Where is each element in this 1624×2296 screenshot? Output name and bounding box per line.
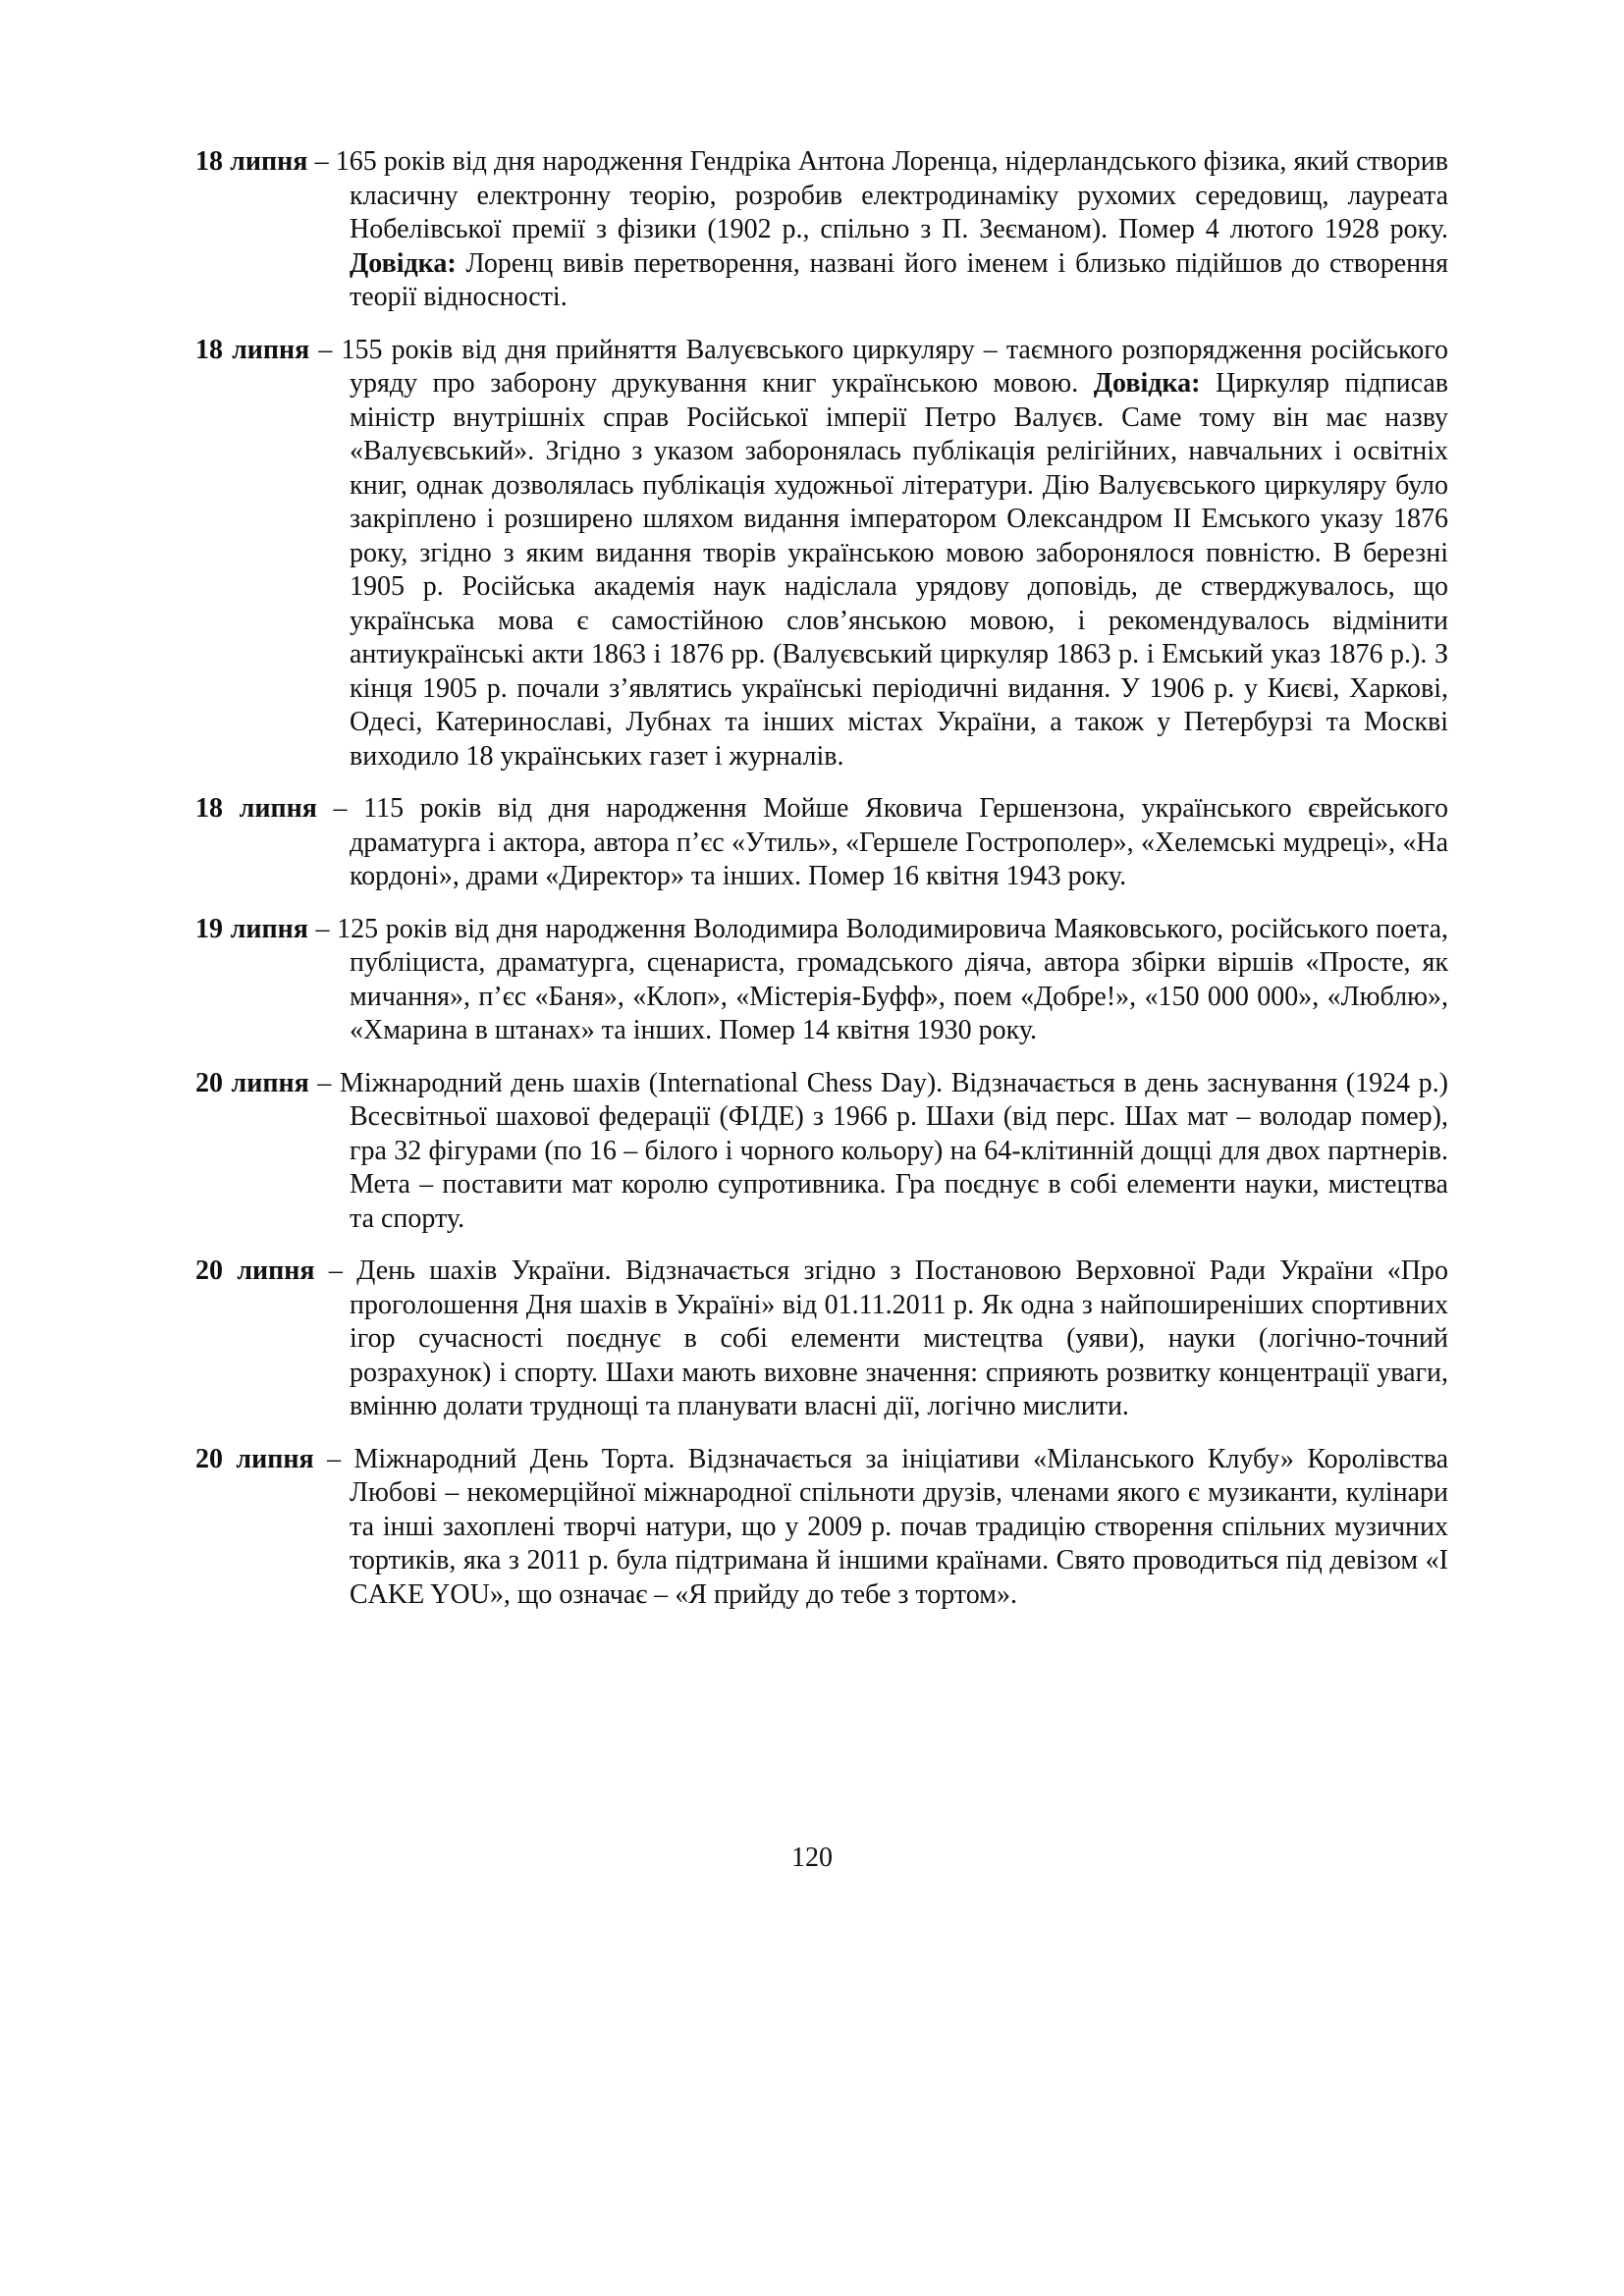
calendar-entry xyxy=(195,913,1448,1048)
entry-text: Міжнародний день шахів (International Chess Day). Відзначається в день заснування (1924 р.) Всесвітньої шахової федерації (ФІДЕ) з 1966 р. Шахи (від перс. Шах мат – володар помер), гра 32 фігурами (по 16 – білого і чорного кольору) на 64-клітинній дощці для двох партнерів. Мета – поставити мат королю супротивника. Гра поєднує в собі елементи науки, мистецтва та спорту. xyxy=(339,1067,1449,1234)
document-page xyxy=(195,145,1448,1630)
entry-text: 155 років від дня прийняття Валуєвського циркуляру – таємного розпорядження російського уряду про заборону друкування книг українською мовою. xyxy=(341,334,1448,399)
entry-date: 19 липня xyxy=(195,913,308,944)
calendar-entry xyxy=(195,145,1448,315)
entry-text: Міжнародний День Торта. Відзначається за ініціативи «Міланського Клубу» Королівства Любові – некомерційної міжнародної спільноти друзів, членами якого є музиканти, кулінари та інші захоплені творчі натури, що у 2009 р. почав традицію створення спільних музичних тортиків, яка з 2011 р. була підтримана й іншими країнами. Свято проводиться під девізом «I CAKE YOU», що означає – «Я прийду до тебе з тортом». xyxy=(350,1443,1449,1610)
entry-date: 20 липня xyxy=(195,1255,315,1286)
calendar-entry xyxy=(195,1067,1448,1237)
entry-date: 20 липня xyxy=(195,1067,309,1098)
page-number: 120 xyxy=(791,1842,833,1873)
entry-date: 18 липня xyxy=(195,146,308,177)
entry-date: 18 липня xyxy=(195,334,310,365)
entry-dash: – xyxy=(307,146,336,177)
entry-dash: – xyxy=(316,793,364,824)
entry-dash: – xyxy=(309,334,342,365)
calendar-entry xyxy=(195,334,1448,774)
calendar-entry xyxy=(195,1443,1448,1613)
entry-dash: – xyxy=(308,1067,340,1098)
entry-text: 125 років від дня народження Володимира Володимировича Маяковського, російського поета, публіциста, драматурга, сценариста, громадського діяча, автора збірки віршів «Просте, як мичання», п’єс «Баня», «Клоп», «Містерія-Буфф», поем «Добре!», «150 000 000», «Люблю», «Хмарина в штанах» та інших. Помер 14 квітня 1930 року. xyxy=(337,913,1448,1045)
note-text: Лоренц вивів перетворення, названі його іменем і близько підійшов до створення теорії відносності. xyxy=(350,247,1449,312)
entry-dash: – xyxy=(313,1443,354,1474)
entry-date: 18 липня xyxy=(195,793,317,824)
entry-dash: – xyxy=(314,1255,357,1286)
entry-text: День шахів України. Відзначається згідно з Постановою Верховної Ради України «Про проголошення Дня шахів в Україні» від 01.11.2011 р. Як одна з найпоширеніших спортивних ігор сучасності поєднує в собі елементи мистецтва (уяви), науки (логічно-точний розрахунок) і спорту. Шахи мають виховне значення: сприяють розвитку концентрації уваги, вмінню долати труднощі та планувати власні дії, логічно мислити. xyxy=(350,1255,1448,1421)
entry-text: 115 років від дня народження Мойше Яковича Гершензона, українського єврейського драматурга і актора, автора п’єс «Утиль», «Гершеле Гострополер», «Хелемські мудреці», «На кордоні», драми «Директор» та інших. Помер 16 квітня 1943 року. xyxy=(350,793,1448,891)
entry-dash: – xyxy=(307,913,338,944)
calendar-entry xyxy=(195,792,1448,894)
calendar-entry xyxy=(195,1255,1448,1424)
entry-text: 165 років від дня народження Гендріка Антона Лоренца, нідерландського фізика, який створив класичну електронну теорію, розробив електродинаміку рухомих середовищ, лауреата Нобелівської премії з фізики (1902 р., спільно з П. Зеєманом). Помер 4 лютого 1928 року. xyxy=(335,146,1448,244)
note-label: Довідка: xyxy=(1093,368,1201,399)
note-text: Циркуляр підписав міністр внутрішніх справ Російської імперії Петро Валуєв. Саме тому він має назву «Валуєвський». Згідно з указом заборонялась публікація релігійних, навчальних і освітніх книг, однак дозволялась публікація художньої літератури. Дію Валуєвського циркуляру було закріплено і розширено шляхом видання імператором Олександром II Емського указу 1876 року, згідно з яким видання творів українською мовою заборонялося повністю. В березні 1905 р. Російська академія наук надіслала урядову доповідь, де стверджувалось, що українська мова є самостійною слов’янською мовою, і рекомендувалось відмінити антиукраїнські акти 1863 і 1876 рр. (Валуєвський циркуляр 1863 р. і Емський указ 1876 р.). З кінця 1905 р. почали з’являтись українські періодичні видання. У 1906 р. у Києві, Харкові, Одесі, Катеринославі, Лубнах та інших містах України, а також у Петербурзі та Москві виходило 18 українських газет і журналів. xyxy=(350,368,1449,772)
note-label: Довідка: xyxy=(350,247,457,279)
entry-date: 20 липня xyxy=(195,1443,314,1474)
